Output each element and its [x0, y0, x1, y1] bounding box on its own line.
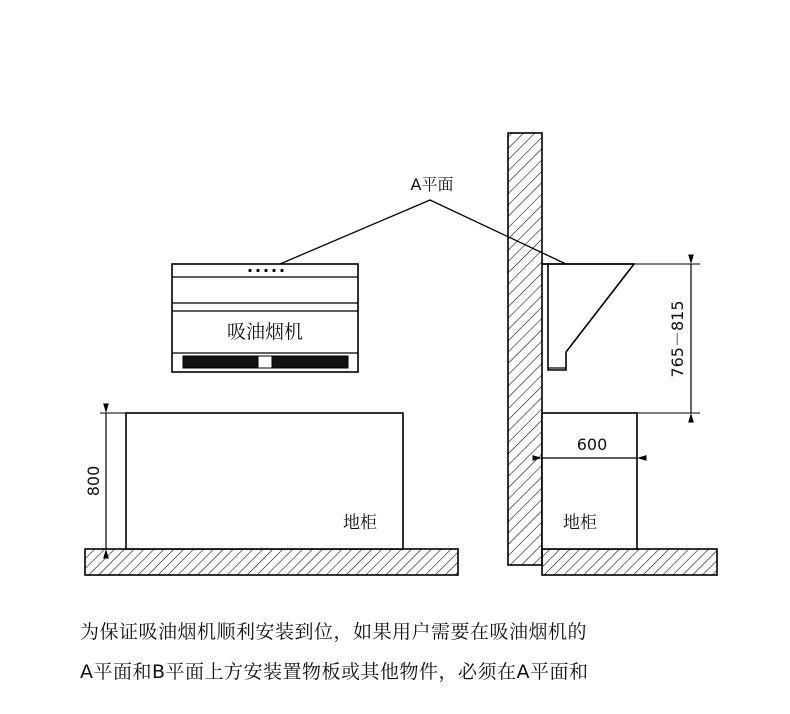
- range-hood-label: 吸油烟机: [226, 321, 304, 343]
- cabinet-left-label: 地柜: [343, 513, 377, 533]
- caption-line-1: 为保证吸油烟机顺利安装到位，如果用户需要在吸油烟机的: [80, 621, 588, 643]
- plane-a-label: A平面: [410, 175, 454, 194]
- dimension-hood-height-range: [634, 264, 700, 413]
- caption-block: [0, 612, 790, 692]
- dimension-765-815-text: 765－815: [668, 300, 687, 378]
- base-cabinet-right: [542, 413, 637, 549]
- floor-left: [85, 549, 458, 575]
- cabinet-right-label: 地柜: [563, 513, 597, 533]
- dimension-800-text: 800: [84, 465, 103, 497]
- range-hood-front-view: [172, 264, 358, 372]
- base-cabinet-left: [126, 413, 403, 549]
- wall-vertical: [508, 133, 542, 565]
- dimension-cabinet-height: [84, 413, 132, 549]
- floor-right: [542, 549, 717, 575]
- caption-line-2: A平面和B平面上方安装置物板或其他物件，必须在A平面和: [80, 661, 589, 683]
- range-hood-side-view: [542, 264, 634, 370]
- dimension-600-text: 600: [576, 435, 608, 454]
